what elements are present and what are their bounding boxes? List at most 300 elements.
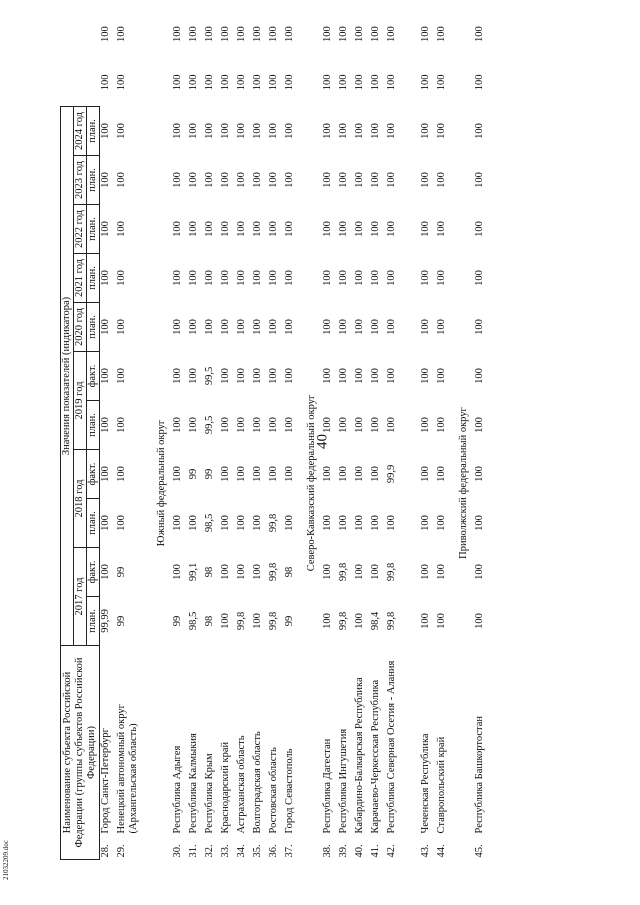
- indicator-value: 100: [100, 515, 111, 531]
- header-year-2020: 2020 год: [74, 302, 87, 351]
- indicator-value: 100: [338, 515, 349, 531]
- indicator-value: 100: [252, 74, 263, 91]
- indicator-value: 100: [188, 319, 199, 335]
- indicator-value: 100: [116, 221, 127, 237]
- indicator-value: 100: [100, 319, 111, 335]
- table-row: [420, 10, 436, 860]
- indicator-value: 100: [172, 270, 183, 286]
- indicator-value: 100: [284, 515, 295, 531]
- indicator-value: 100: [370, 466, 381, 482]
- table-row: [386, 10, 420, 860]
- indicator-value: 100: [172, 26, 183, 42]
- indicator-value: 100: [220, 564, 231, 580]
- indicator-value: 100: [284, 319, 295, 335]
- indicator-value: 100: [204, 74, 215, 91]
- indicator-value: 100: [474, 466, 485, 482]
- indicator-value: 100: [420, 417, 431, 433]
- indicator-value: 99,5: [204, 366, 215, 386]
- region-name: Республика Башкортостан: [474, 715, 485, 834]
- indicator-value: 100: [284, 368, 295, 384]
- row-number: 35.: [252, 844, 263, 858]
- indicator-value: 100: [236, 221, 247, 237]
- indicator-value: 100: [474, 515, 485, 531]
- table-row: [268, 10, 284, 860]
- indicator-value: 100: [370, 221, 381, 237]
- indicator-value: 100: [474, 74, 485, 91]
- document-reference: 21032209.doc: [2, 840, 10, 880]
- indicator-value: 100: [474, 26, 485, 42]
- indicator-value: 100: [284, 417, 295, 433]
- indicator-value: 100: [236, 123, 247, 139]
- indicator-value: 100: [386, 319, 397, 335]
- indicator-value: 100: [386, 515, 397, 531]
- indicator-value: 100: [284, 466, 295, 482]
- indicator-value: 100: [420, 123, 431, 139]
- row-number: 40.: [354, 844, 365, 858]
- table-row: [474, 10, 490, 860]
- indicator-value: 100: [354, 74, 365, 91]
- indicator-value: 100: [116, 466, 127, 482]
- indicator-value: 100: [252, 123, 263, 139]
- indicator-value: 100: [436, 466, 447, 482]
- indicator-value: 100: [268, 417, 279, 433]
- indicator-value: 99,8: [268, 513, 279, 533]
- indicator-value: 100: [354, 515, 365, 531]
- header-year-2021: 2021 год: [74, 253, 87, 302]
- indicator-value: 100: [420, 26, 431, 42]
- indicator-value: 100: [370, 26, 381, 42]
- indicator-value: 100: [268, 368, 279, 384]
- indicator-value: 100: [370, 515, 381, 531]
- indicator-value: 100: [322, 368, 333, 384]
- indicator-value: 100: [436, 123, 447, 139]
- indicator-value: 100: [204, 270, 215, 286]
- indicator-value: 100: [322, 613, 333, 629]
- indicator-value: 100: [220, 515, 231, 531]
- row-number: 42.: [386, 844, 397, 858]
- indicator-value: 100: [188, 368, 199, 384]
- indicator-value: 100: [220, 466, 231, 482]
- row-number: 36.: [268, 844, 279, 858]
- indicator-value: 100: [370, 123, 381, 139]
- table-row: [338, 10, 354, 860]
- indicator-value: 100: [474, 613, 485, 629]
- indicator-value: 100: [354, 613, 365, 629]
- indicator-value: 98,5: [188, 611, 199, 631]
- indicator-value: 100: [252, 270, 263, 286]
- indicator-value: 100: [436, 319, 447, 335]
- table-row: [172, 10, 188, 860]
- indicator-value: 100: [116, 417, 127, 433]
- indicator-value: 100: [370, 74, 381, 91]
- header-fact: факт.: [87, 547, 100, 596]
- indicator-value: 100: [284, 221, 295, 237]
- indicator-value: 100: [268, 123, 279, 139]
- indicator-value: 100: [436, 613, 447, 629]
- indicator-value: 100: [284, 74, 295, 91]
- indicator-value: 100: [188, 172, 199, 188]
- indicator-value: 100: [172, 172, 183, 188]
- indicator-value: 100: [354, 221, 365, 237]
- district-group-row: [300, 10, 322, 860]
- indicator-value: 100: [322, 515, 333, 531]
- region-name: Республика Калмыкия: [188, 733, 199, 834]
- row-number: 31.: [188, 844, 199, 858]
- indicator-value: 100: [420, 466, 431, 482]
- indicator-value: 100: [236, 26, 247, 42]
- indicator-value: 100: [100, 466, 111, 482]
- indicator-value: 100: [100, 123, 111, 139]
- indicator-value: 100: [220, 319, 231, 335]
- indicator-value: 100: [370, 564, 381, 580]
- indicator-value: 100: [322, 221, 333, 237]
- indicator-value: 100: [474, 172, 485, 188]
- indicator-value: 100: [420, 270, 431, 286]
- indicator-value: 99,8: [236, 611, 247, 631]
- indicator-value: 100: [188, 26, 199, 42]
- row-number: 30.: [172, 844, 183, 858]
- row-number: 28.: [100, 844, 111, 858]
- indicator-value: 100: [284, 123, 295, 139]
- indicator-value: 100: [172, 515, 183, 531]
- region-name: Ставропольский край: [436, 736, 447, 834]
- indicator-value: 100: [338, 123, 349, 139]
- indicator-value: 100: [268, 466, 279, 482]
- table-row: [188, 10, 204, 860]
- indicator-value: 100: [436, 564, 447, 580]
- district-group-row: [150, 10, 172, 860]
- indicator-value: 100: [322, 74, 333, 91]
- indicator-value: 100: [252, 319, 263, 335]
- indicator-value: 100: [322, 417, 333, 433]
- indicator-value: 100: [220, 172, 231, 188]
- table-row: [220, 10, 236, 860]
- header-plan: план.: [87, 498, 100, 547]
- indicator-value: 100: [188, 270, 199, 286]
- indicator-value: 100: [386, 74, 397, 91]
- indicator-value: 100: [322, 466, 333, 482]
- indicator-value: 100: [420, 564, 431, 580]
- indicator-value: 100: [338, 26, 349, 42]
- row-number: 32.: [204, 844, 215, 858]
- indicator-value: 99,1: [188, 562, 199, 582]
- indicator-value: 100: [220, 26, 231, 42]
- indicator-value: 100: [386, 417, 397, 433]
- indicator-value: 100: [322, 26, 333, 42]
- indicator-value: 100: [436, 221, 447, 237]
- indicator-value: 100: [338, 466, 349, 482]
- indicator-value: 100: [172, 564, 183, 580]
- indicator-value: 100: [322, 564, 333, 580]
- indicator-value: 100: [220, 123, 231, 139]
- indicator-value: 100: [420, 613, 431, 629]
- indicator-value: 100: [370, 417, 381, 433]
- indicator-value: 100: [386, 270, 397, 286]
- indicator-value: 100: [236, 368, 247, 384]
- region-name: Город Севастополь: [284, 748, 295, 834]
- indicator-value: 100: [100, 221, 111, 237]
- indicator-value: 100: [354, 368, 365, 384]
- indicator-value: 100: [252, 613, 263, 629]
- header-plan: план.: [87, 204, 100, 253]
- indicator-value: 100: [204, 172, 215, 188]
- row-number: 44.: [436, 844, 447, 858]
- indicator-value: 100: [252, 417, 263, 433]
- indicator-value: 100: [252, 221, 263, 237]
- indicator-value: 100: [116, 368, 127, 384]
- indicator-value: 100: [354, 564, 365, 580]
- indicator-value: 100: [172, 74, 183, 91]
- indicator-table: [60, 10, 490, 860]
- row-number: 37.: [284, 844, 295, 858]
- indicator-value: 100: [354, 172, 365, 188]
- indicator-value: 100: [100, 368, 111, 384]
- indicator-value: 99,8: [386, 611, 397, 631]
- indicator-value: 100: [116, 26, 127, 42]
- indicator-value: 100: [268, 319, 279, 335]
- header-plan: план.: [87, 155, 100, 204]
- indicator-value: 99,99: [100, 609, 111, 633]
- indicator-value: 100: [204, 123, 215, 139]
- table-row: [354, 10, 370, 860]
- indicator-value: 100: [420, 319, 431, 335]
- header-year-2019: 2019 год: [74, 351, 87, 449]
- indicator-value: 100: [420, 74, 431, 91]
- indicator-value: 100: [172, 221, 183, 237]
- indicator-value: 100: [474, 417, 485, 433]
- indicator-value: 100: [252, 172, 263, 188]
- indicator-value: 100: [386, 221, 397, 237]
- region-name: Республика Дагестан: [322, 738, 333, 834]
- header-year-2017: 2017 год: [74, 547, 87, 645]
- indicator-value: 100: [338, 221, 349, 237]
- indicator-value: 100: [474, 368, 485, 384]
- header-plan: план.: [87, 253, 100, 302]
- indicator-value: 100: [338, 270, 349, 286]
- header-year-2018: 2018 год: [74, 449, 87, 547]
- indicator-value: 99: [204, 468, 215, 480]
- indicator-value: 98,4: [370, 611, 381, 631]
- indicator-value: 100: [354, 123, 365, 139]
- indicator-value: 100: [252, 26, 263, 42]
- row-number: 29.: [116, 844, 127, 858]
- indicator-value: 99,8: [338, 562, 349, 582]
- indicator-value: 100: [220, 613, 231, 629]
- header-fact: факт.: [87, 351, 100, 400]
- indicator-value: 100: [436, 417, 447, 433]
- indicator-value: 100: [284, 270, 295, 286]
- indicator-value: 98: [284, 566, 295, 578]
- header-year-2024: 2024 год: [74, 106, 87, 155]
- indicator-value: 100: [420, 515, 431, 531]
- indicator-value: 100: [116, 123, 127, 139]
- indicator-value: 100: [420, 368, 431, 384]
- indicator-value: 100: [236, 515, 247, 531]
- header-year-2022: 2022 год: [74, 204, 87, 253]
- indicator-value: 100: [338, 74, 349, 91]
- indicator-value: 100: [370, 172, 381, 188]
- indicator-value: 100: [386, 26, 397, 42]
- indicator-value: 100: [420, 221, 431, 237]
- indicator-value: 99,8: [268, 611, 279, 631]
- table-row: [322, 10, 338, 860]
- indicator-value: 100: [100, 172, 111, 188]
- indicator-value: 100: [236, 417, 247, 433]
- indicator-value: 100: [252, 564, 263, 580]
- indicator-value: 100: [172, 368, 183, 384]
- indicator-value: 100: [370, 270, 381, 286]
- header-plan: план.: [87, 106, 100, 155]
- indicator-value: 100: [338, 172, 349, 188]
- indicator-value: 100: [252, 368, 263, 384]
- row-number: 34.: [236, 844, 247, 858]
- indicator-value: 100: [436, 270, 447, 286]
- indicator-value: 100: [188, 74, 199, 91]
- indicator-value: 100: [284, 26, 295, 42]
- region-name: Краснодарский край: [220, 741, 231, 834]
- table-row: [370, 10, 386, 860]
- region-name: Чеченская Республика: [420, 733, 431, 834]
- indicator-value: 100: [220, 417, 231, 433]
- indicator-value: 100: [268, 270, 279, 286]
- header-fact: факт.: [87, 449, 100, 498]
- header-indicator-group: Значения показателей (индикатора): [61, 106, 74, 645]
- indicator-value: 100: [354, 26, 365, 42]
- row-number: 39.: [338, 844, 349, 858]
- indicator-value: 99: [116, 615, 127, 627]
- indicator-value: 100: [188, 221, 199, 237]
- district-group-label: Южный федеральный округ: [156, 419, 167, 547]
- table-header: [61, 10, 100, 860]
- indicator-value: 100: [268, 221, 279, 237]
- indicator-value: 99: [172, 615, 183, 627]
- table-row: [252, 10, 268, 860]
- indicator-value: 100: [99, 74, 111, 91]
- indicator-value: 100: [268, 172, 279, 188]
- indicator-value: 100: [236, 270, 247, 286]
- indicator-value: 98: [204, 566, 215, 578]
- indicator-value: 99,5: [204, 415, 215, 435]
- indicator-value: 100: [188, 515, 199, 531]
- indicator-value: 99: [116, 566, 127, 578]
- indicator-value: 100: [322, 270, 333, 286]
- table-row: [236, 10, 252, 860]
- indicator-value: 100: [370, 319, 381, 335]
- district-group-label: Приволжский федеральный округ: [458, 407, 469, 559]
- indicator-value: 100: [116, 319, 127, 335]
- indicator-value: 98,5: [204, 513, 215, 533]
- indicator-value: 100: [99, 26, 111, 42]
- table-row: [116, 10, 150, 860]
- indicator-value: 100: [338, 417, 349, 433]
- indicator-value: 100: [354, 466, 365, 482]
- indicator-value: 100: [100, 270, 111, 286]
- indicator-value: 100: [474, 270, 485, 286]
- table-row: [204, 10, 220, 860]
- indicator-value: 100: [220, 74, 231, 91]
- table-row: [284, 10, 300, 860]
- page-number: 40: [314, 434, 331, 449]
- indicator-value: 100: [236, 319, 247, 335]
- indicator-value: 100: [204, 26, 215, 42]
- header-plan: план.: [87, 596, 100, 645]
- indicator-value: 100: [386, 368, 397, 384]
- indicator-value: 100: [236, 172, 247, 188]
- indicator-value: 100: [474, 221, 485, 237]
- indicator-value: 100: [354, 270, 365, 286]
- indicator-value: 100: [188, 417, 199, 433]
- table-body: [100, 10, 491, 860]
- indicator-value: 100: [252, 515, 263, 531]
- indicator-value: 100: [322, 123, 333, 139]
- indicator-value: 100: [236, 564, 247, 580]
- indicator-value: 100: [338, 368, 349, 384]
- indicator-value: 99: [188, 468, 199, 480]
- indicator-value: 100: [172, 123, 183, 139]
- region-name: Астраханская область: [236, 735, 247, 834]
- indicator-value: 99: [284, 615, 295, 627]
- indicator-value: 100: [236, 74, 247, 91]
- indicator-value: 100: [204, 319, 215, 335]
- indicator-value: 99,8: [386, 562, 397, 582]
- row-number: 41.: [370, 844, 381, 858]
- indicator-value: 100: [338, 319, 349, 335]
- indicator-value: 100: [100, 564, 111, 580]
- table-row: [436, 10, 452, 860]
- header-region-name: Наименование субъекта Российской Федерации (группы субъектов Российской Федерации): [61, 645, 100, 859]
- indicator-value: 100: [436, 515, 447, 531]
- indicator-value: 100: [284, 172, 295, 188]
- region-name: Кабардино-Балкарская Республика: [354, 677, 365, 834]
- indicator-value: 100: [474, 564, 485, 580]
- indicator-value: 100: [220, 270, 231, 286]
- header-year-2023: 2023 год: [74, 155, 87, 204]
- indicator-value: 100: [420, 172, 431, 188]
- header-plan: план.: [87, 400, 100, 449]
- region-name: Карачаево-Черкесская Республика: [370, 679, 381, 834]
- rotated-sheet: [60, 10, 630, 860]
- region-name: Город Санкт-Петербург: [100, 728, 111, 834]
- indicator-value: 100: [354, 417, 365, 433]
- indicator-value: 100: [386, 172, 397, 188]
- region-name: Республика Адыгея: [172, 745, 183, 834]
- indicator-value: 100: [116, 172, 127, 188]
- table-row: [100, 10, 117, 860]
- indicator-value: 100: [436, 172, 447, 188]
- indicator-value: 100: [474, 123, 485, 139]
- region-name: Республика Ингушетия: [338, 728, 349, 834]
- row-number: 45.: [474, 844, 485, 858]
- district-group-label: Северо-Кавказский федеральный округ: [306, 394, 317, 572]
- indicator-value: 100: [354, 319, 365, 335]
- indicator-value: 100: [172, 466, 183, 482]
- indicator-value: 100: [474, 319, 485, 335]
- indicator-value: 100: [116, 270, 127, 286]
- indicator-value: 100: [116, 74, 127, 91]
- indicator-value: 100: [252, 466, 263, 482]
- indicator-value: 100: [436, 368, 447, 384]
- indicator-value: 98: [204, 615, 215, 627]
- region-name: Ненецкий автономный округ (Архангельская область): [116, 704, 139, 834]
- indicator-value: 100: [236, 466, 247, 482]
- indicator-value: 100: [172, 319, 183, 335]
- header-plan: план.: [87, 302, 100, 351]
- indicator-value: 100: [386, 123, 397, 139]
- indicator-value: 100: [322, 172, 333, 188]
- indicator-value: 100: [268, 26, 279, 42]
- indicator-value: 99,9: [386, 464, 397, 484]
- indicator-value: 100: [268, 74, 279, 91]
